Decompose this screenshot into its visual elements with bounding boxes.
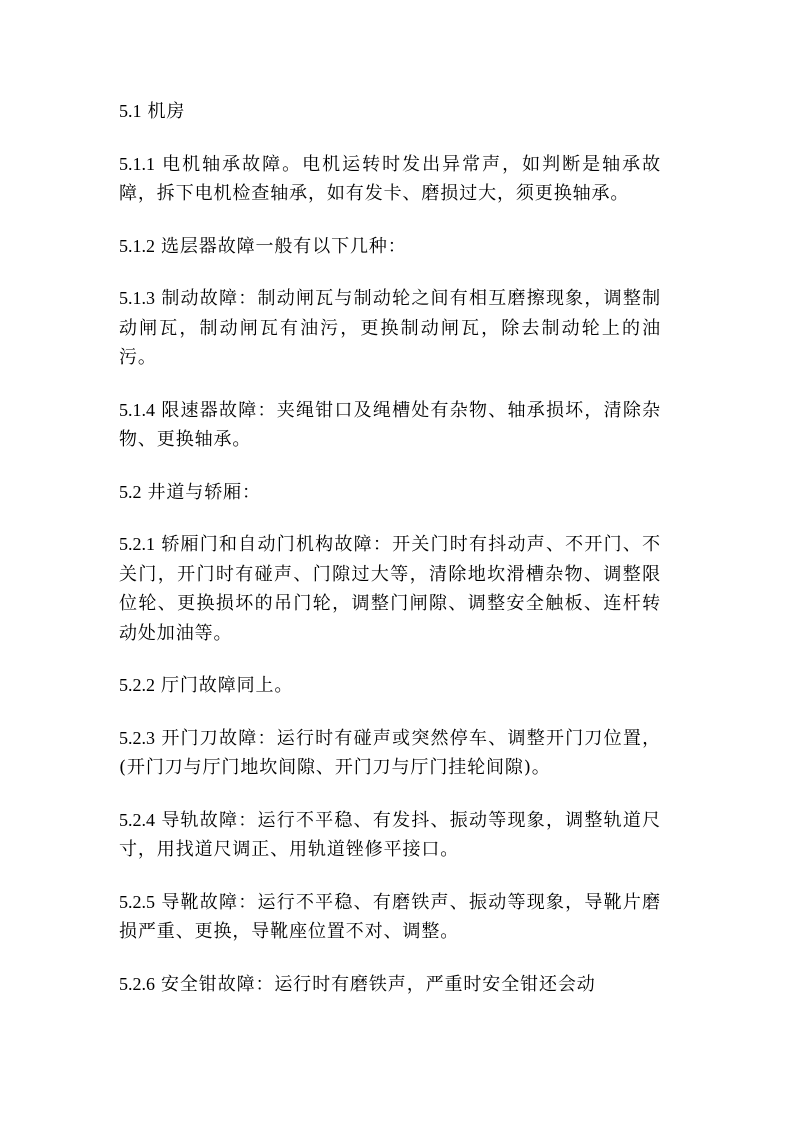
paragraph-5-2-1 — [119, 530, 661, 648]
paragraph-5-2-4 — [119, 806, 661, 865]
section-text: 安全钳故障：运行时有磨铁声，严重时安全钳还会动 — [161, 973, 596, 995]
section-number: 5.1 — [119, 101, 142, 121]
paragraph-5-1-4 — [119, 396, 661, 455]
section-text: 选层器故障一般有以下几种： — [161, 235, 407, 257]
section-number: 5.2.4 — [119, 809, 155, 830]
section-number: 5.2.2 — [119, 675, 155, 695]
paragraph-5-2-2 — [119, 671, 661, 701]
section-text: 轿厢门和自动门机构故障：开关门时有抖动声、不开门、不关门，开门时有碰声、门隙过大等，清除地坎滑槽杂物、调整限位轮、更换损坏的吊门轮，调整门闸隙、调整安全触板、连杆转动处加油等。 — [119, 534, 661, 644]
section-text: 导靴故障：运行不平稳、有磨铁声、振动等现象，导靴片磨损严重、更换，导靴座位置不对、调整。 — [119, 891, 661, 942]
section-text: 开门刀故障：运行时有碰声或突然停车、调整开门刀位置，(开门刀与厅门地坎间隙、开门刀与厅门挂轮间隙)。 — [119, 727, 661, 778]
section-heading-5-1 — [119, 97, 661, 127]
section-number: 5.2.6 — [119, 973, 155, 994]
paragraph-5-1-2 — [119, 232, 661, 262]
section-text: 导轨故障：运行不平稳、有发抖、振动等现象，调整轨道尺寸，用找道尺调正、用轨道锉修平接口。 — [119, 809, 661, 860]
document-body — [119, 97, 661, 1022]
paragraph-5-1-1 — [119, 150, 661, 209]
section-number: 5.1.1 — [119, 153, 155, 174]
section-text: 制动故障：制动闸瓦与制动轮之间有相互磨擦现象，调整制动闸瓦，制动闸瓦有油污，更换制动闸瓦，除去制动轮上的油污。 — [119, 288, 661, 368]
paragraph-5-2-3 — [119, 724, 661, 783]
section-text: 厅门故障同上。 — [161, 675, 294, 696]
section-number: 5.2.3 — [119, 727, 155, 748]
paragraph-5-1-3 — [119, 284, 661, 373]
section-number: 5.2.1 — [119, 534, 155, 554]
section-number: 5.2 — [119, 481, 142, 502]
section-number: 5.2.5 — [119, 891, 155, 912]
section-heading-5-2 — [119, 478, 661, 508]
section-number: 5.1.3 — [119, 288, 155, 308]
section-text: 机房 — [147, 101, 186, 122]
paragraph-5-2-5 — [119, 888, 661, 947]
section-number: 5.1.2 — [119, 235, 155, 256]
section-text: 电机轴承故障。电机运转时发出异常声，如判断是轴承故障，拆下电机检查轴承，如有发卡、磨损过大，须更换轴承。 — [119, 153, 661, 204]
section-number: 5.1.4 — [119, 399, 155, 420]
paragraph-5-2-6 — [119, 970, 661, 1000]
section-text: 井道与轿厢： — [147, 481, 261, 503]
section-text: 限速器故障：夹绳钳口及绳槽处有杂物、轴承损坏，清除杂物、更换轴承。 — [119, 399, 661, 450]
